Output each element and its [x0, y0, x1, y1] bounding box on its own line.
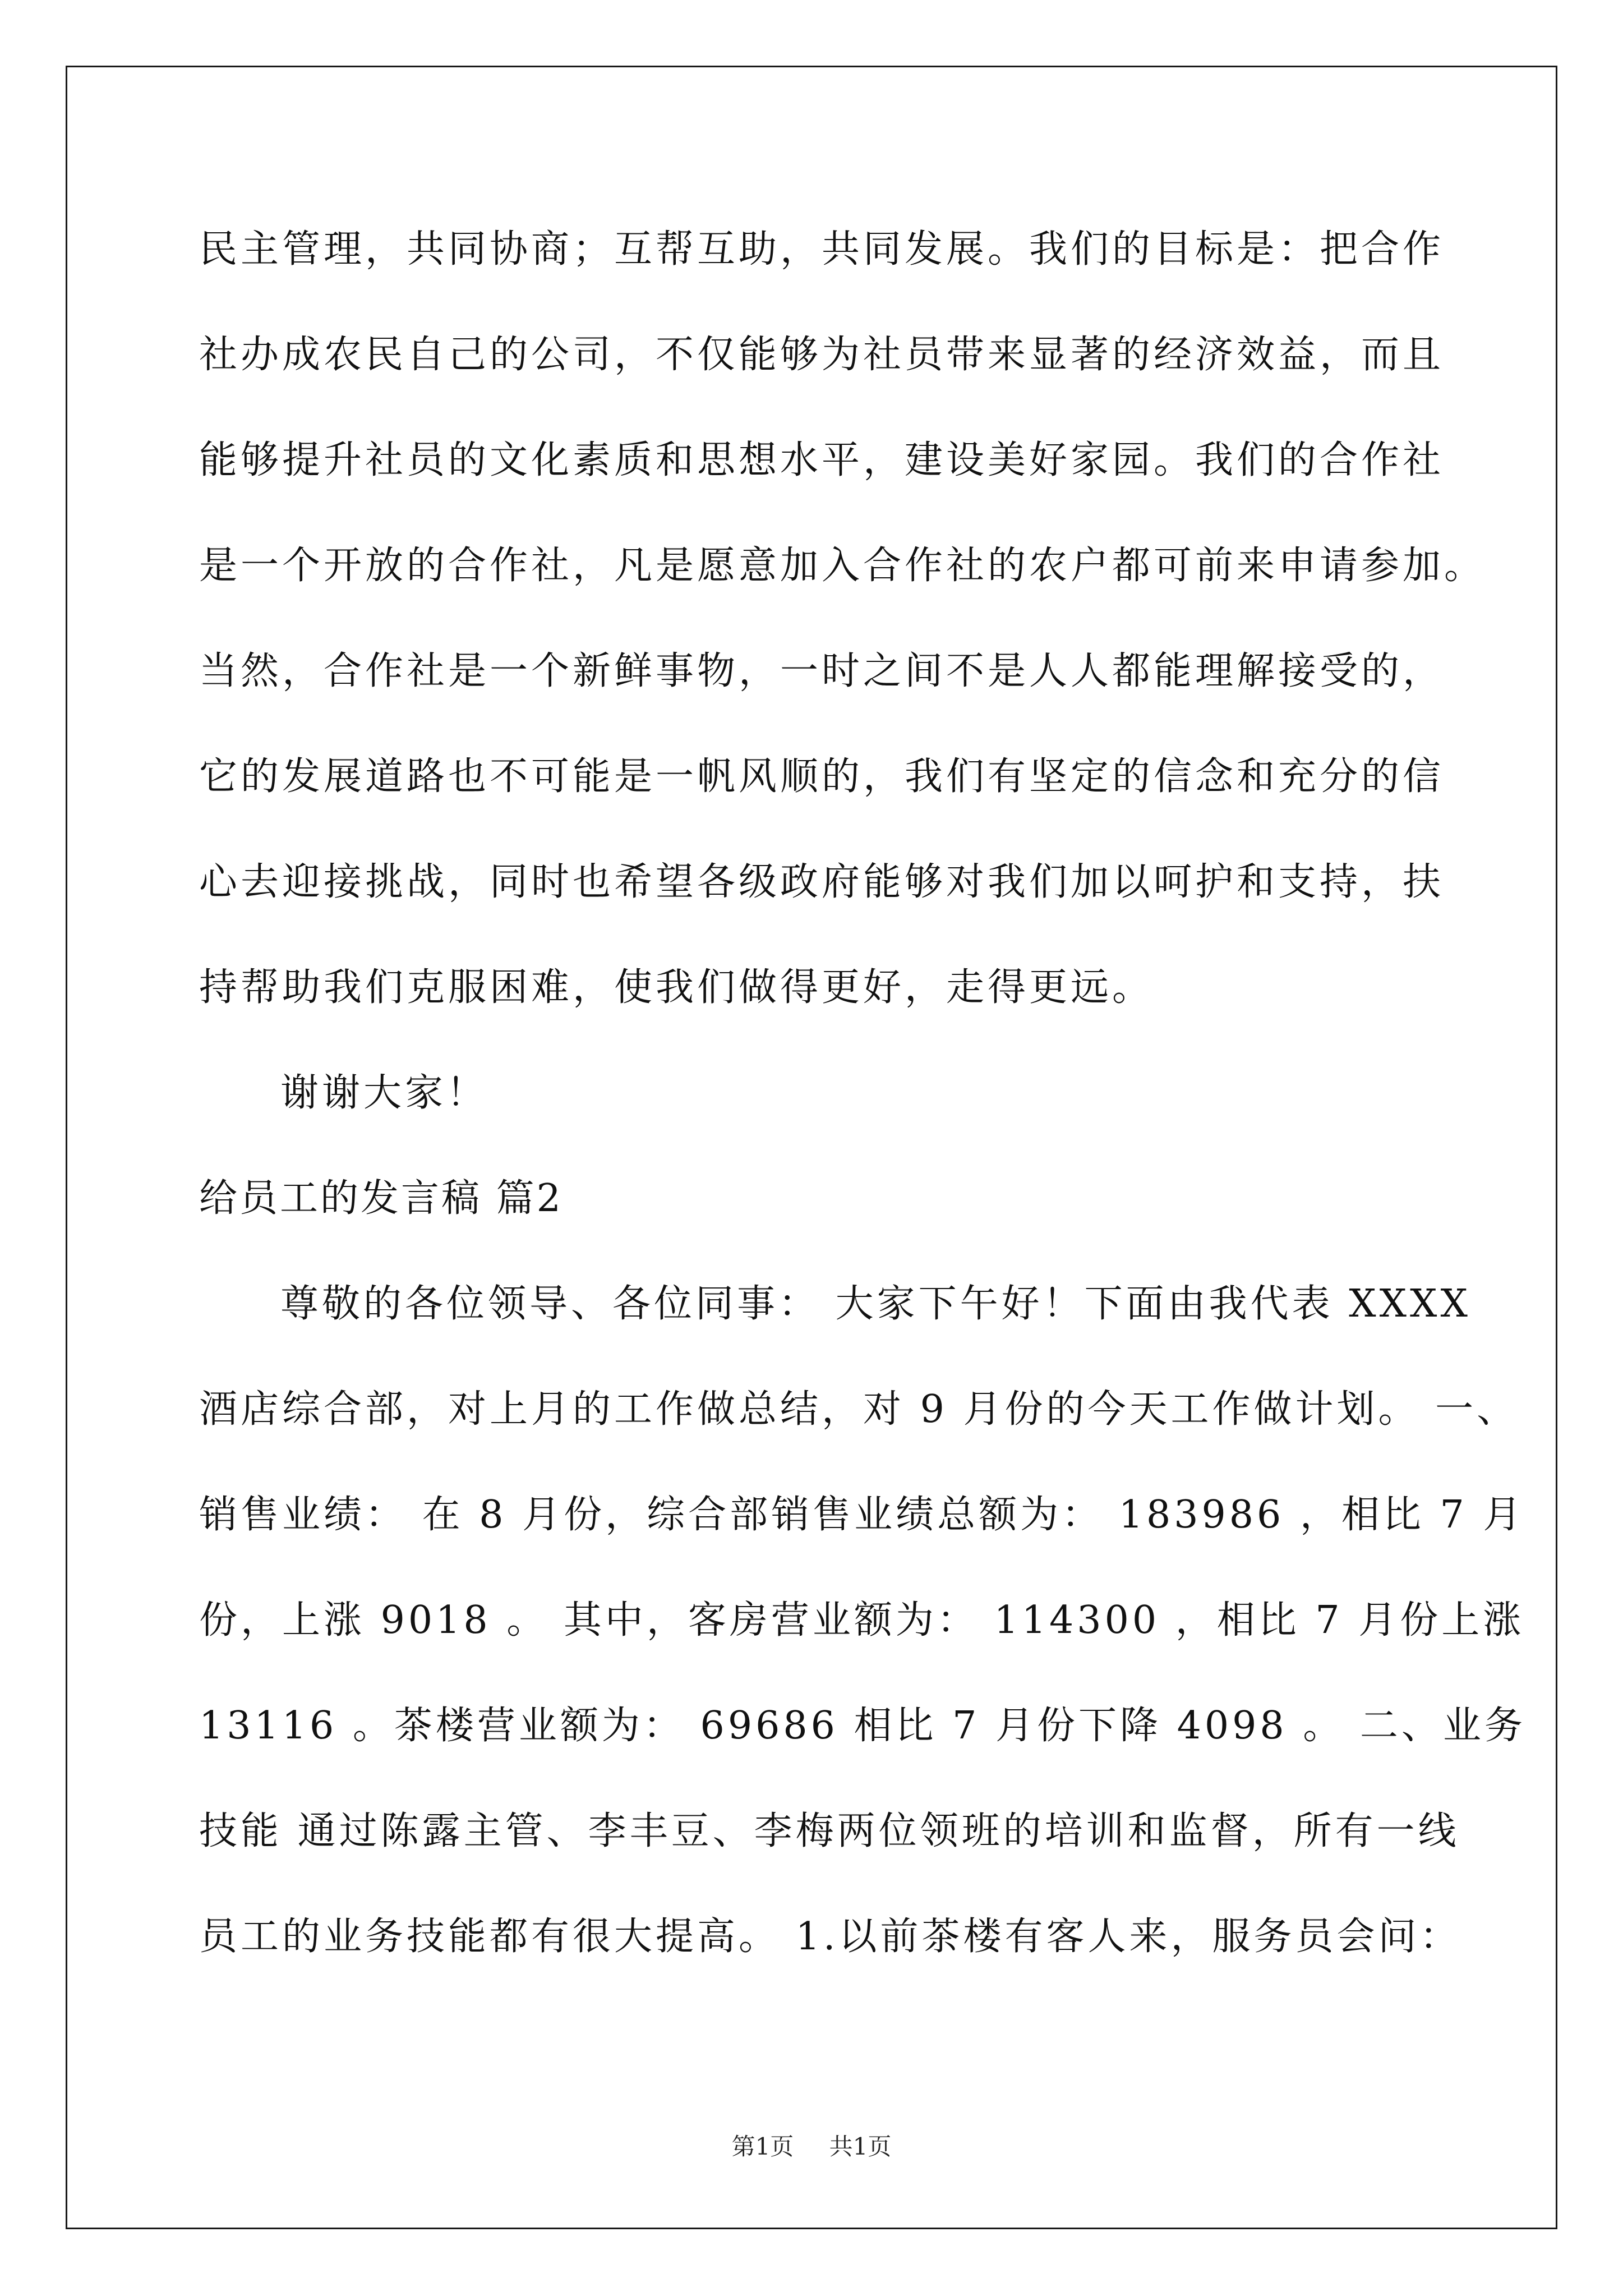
document-body [199, 216, 1526, 2009]
body-line: 能够提升社员的文化素质和思想水平，建设美好家园。我们的合作社 [199, 438, 1445, 482]
body-line: 尊敬的各位领导、各位同事： 大家下午好！下面由我代表 XXXX [280, 1282, 1471, 1326]
body-line: 技能 通过陈露主管、李丰豆、李梅两位领班的培训和监督，所有一线 [199, 1809, 1460, 1853]
body-line: 13116 。茶楼营业额为： 69686 相比 7 月份下降 4098 。 二、业务 [199, 1704, 1526, 1748]
body-line: 酒店综合部，对上月的工作做总结，对 9 月份的今天工作做计划。 一、 [199, 1387, 1519, 1432]
body-line: 民主管理，共同协商；互帮互助，共同发展。我们的目标是：把合作 [199, 227, 1445, 272]
section-heading: 给员工的发言稿 篇2 [199, 1176, 563, 1221]
body-line: 社办成农民自己的公司，不仅能够为社员带来显著的经济效益，而且 [199, 333, 1445, 377]
body-line: 持帮助我们克服困难，使我们做得更好，走得更远。 [199, 965, 1154, 1010]
body-line: 当然，合作社是一个新鲜事物，一时之间不是人人都能理解接受的， [199, 649, 1445, 693]
closing-thanks: 谢谢大家！ [280, 1071, 488, 1115]
body-line: 销售业绩： 在 8 月份，综合部销售业绩总额为： 183986 ，相比 7 月 [199, 1493, 1525, 1537]
body-line: 份，上涨 9018 。 其中，客房营业额为： 114300 ，相比 7 月份上涨 [199, 1598, 1525, 1642]
body-line: 心去迎接挑战，同时也希望各级政府能够对我们加以呵护和支持，扶 [199, 860, 1445, 904]
page-number-current: 第1页 [731, 2133, 794, 2160]
body-line: 它的发展道路也不可能是一帆风顺的，我们有坚定的信念和充分的信 [199, 754, 1445, 799]
body-line: 员工的业务技能都有很大提高。 1.以前茶楼有客人来，服务员会问： [199, 1915, 1461, 1959]
page-number-total: 共1页 [829, 2133, 892, 2160]
body-line: 是一个开放的合作社，凡是愿意加入合作社的农户都可前来申请参加。 [199, 544, 1486, 588]
page-footer [0, 2133, 1623, 2161]
